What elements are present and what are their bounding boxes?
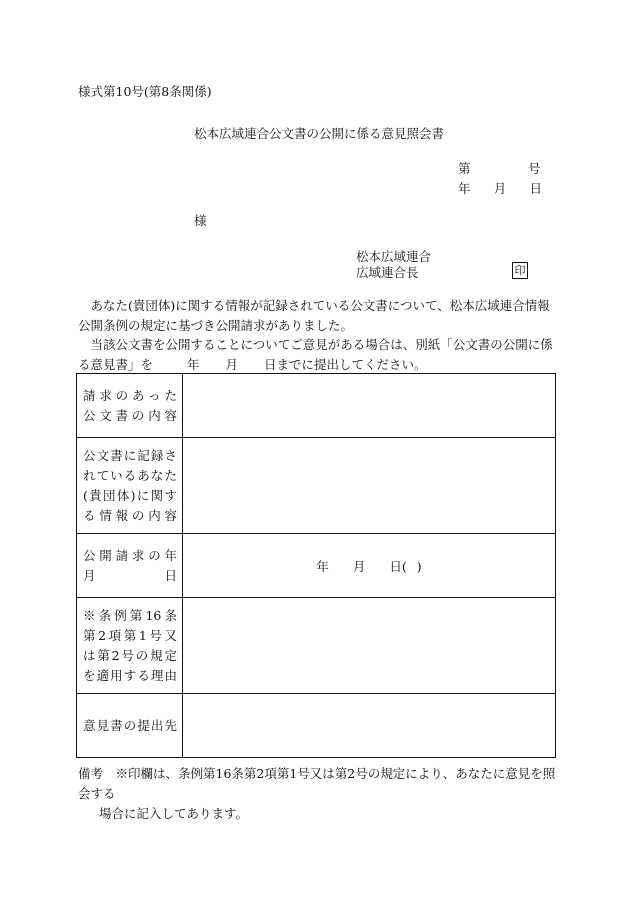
row-label-submission-destination [77, 694, 183, 758]
row-label-requested-document [77, 374, 183, 438]
date-month: 月 [493, 181, 507, 196]
issue-date [458, 181, 542, 196]
doc-number-prefix: 第 [458, 161, 471, 176]
table-row [77, 438, 556, 534]
body-para2-end: 日までに提出してください。 [264, 356, 427, 372]
date-year: 年 [458, 181, 471, 196]
request-date-field[interactable] [183, 534, 556, 598]
doc-number-suffix: 号 [528, 161, 541, 176]
date-day: 日 [529, 181, 542, 196]
label-line: れているあなた [83, 467, 177, 483]
body-para2-start: 当該公文書を公開することについてご意見がある場合は、別紙「公文書の公開に係る意見書」を [78, 337, 553, 372]
body-paragraph-1: あなた(貴団体)に関する情報が記録されている公文書について、松本広域連合情報公開条例の規定に基づき公開請求がありました。 [78, 298, 550, 333]
body-text [78, 296, 556, 374]
label-line: 公開請求の年 [83, 547, 177, 563]
request-date-value [316, 559, 421, 574]
requested-document-field[interactable] [183, 374, 556, 438]
document-title: 松本広域連合公文書の公開に係る意見照会書 [194, 126, 445, 141]
label-day: 日 [164, 567, 177, 583]
body-paragraph-2 [78, 335, 556, 374]
sender-organization: 松本広域連合 [356, 249, 432, 264]
label-line: る情報の内容 [83, 507, 177, 523]
label-line: 請求のあった [83, 387, 177, 403]
row-label-recorded-info [77, 438, 183, 534]
label-line: 第2項第1号又 [83, 627, 177, 643]
request-date-month: 月 [352, 558, 366, 574]
label-line [83, 566, 177, 586]
body-para2-month: 月 [225, 356, 239, 372]
label-line: は第2号の規定 [83, 647, 177, 663]
table-row [77, 534, 556, 598]
row-label-applicable-reason [77, 598, 183, 694]
label-line: を適用する理由 [83, 667, 177, 683]
applicable-reason-field[interactable] [183, 598, 556, 694]
label-line: 公文書に記録さ [83, 447, 177, 463]
submission-destination-field[interactable] [183, 694, 556, 758]
label-line: 意見書の提出先 [83, 717, 177, 733]
table-row [77, 598, 556, 694]
label-line: ※条例第16条 [83, 607, 177, 623]
request-date-year: 年 [316, 558, 329, 574]
label-line: (貴団体)に関す [83, 487, 177, 503]
table-row [77, 694, 556, 758]
remarks-note [78, 764, 558, 824]
table-row [77, 374, 556, 438]
remarks-line-2: 場合に記入してあります。 [99, 806, 249, 821]
row-label-request-date [77, 534, 183, 598]
inquiry-table [76, 373, 556, 758]
body-para2-year: 年 [187, 356, 200, 372]
seal-mark: 印 [512, 262, 528, 279]
request-date-close: ) [416, 558, 422, 574]
sender-title: 広域連合長 [356, 265, 419, 280]
label-line: 公文書の内容 [83, 407, 177, 423]
remarks-line-1: 備考 ※印欄は、条例第16条第2項第1号又は第2号の規定により、あなたに意見を照会する [78, 766, 556, 801]
label-month: 月 [83, 567, 96, 583]
form-number: 様式第10号(第8条関係) [78, 84, 212, 99]
recorded-info-field[interactable] [183, 438, 556, 534]
addressee-honorific: 様 [194, 213, 207, 228]
request-date-day: 日( [389, 558, 407, 574]
